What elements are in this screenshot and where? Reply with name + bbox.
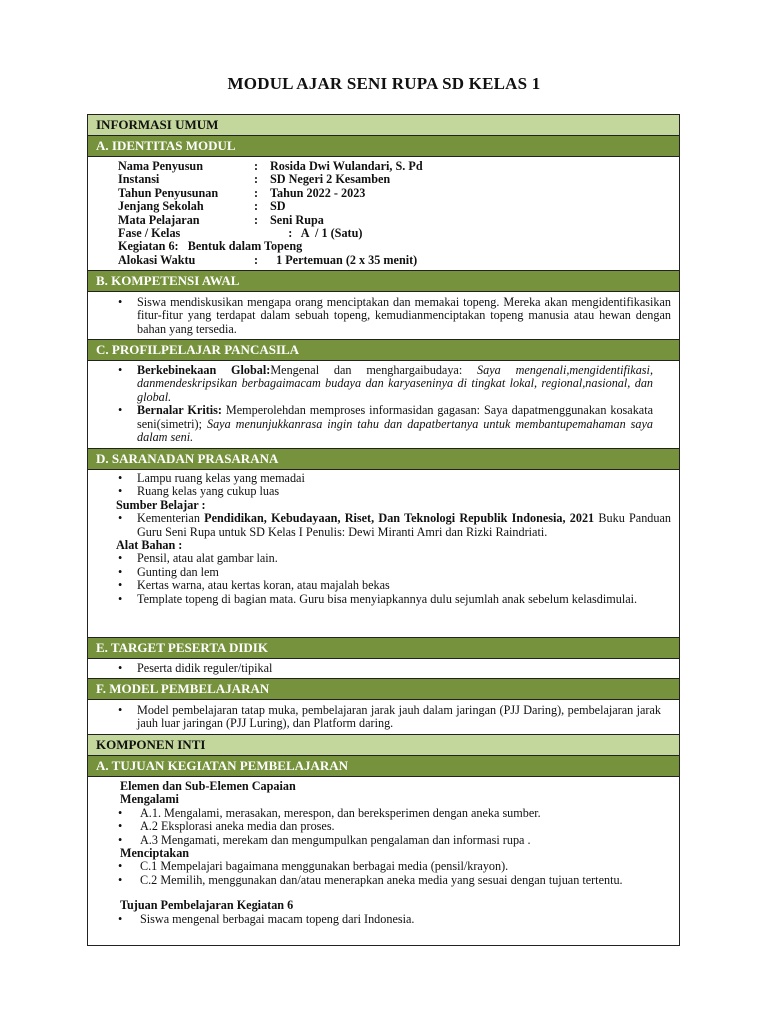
identitas-row: Mata Pelajaran : Seni Rupa bbox=[118, 212, 324, 227]
identitas-body bbox=[88, 157, 679, 271]
mengalami-label: Mengalami bbox=[120, 792, 179, 807]
section-header-identitas: A. IDENTITAS MODUL bbox=[88, 136, 679, 157]
list-item: • A.1. Mengalami, merasakan, merespon, dan bereksperimen dengan aneka sumber. bbox=[118, 807, 661, 820]
target-body bbox=[88, 659, 679, 679]
document-title: MODUL AJAR SENI RUPA SD KELAS 1 bbox=[227, 74, 541, 93]
section-header-komponen-inti: KOMPONEN INTI bbox=[88, 735, 679, 756]
list-item: • Gunting dan lem bbox=[118, 566, 671, 579]
section-header-profil: C. PROFILPELAJAR PANCASILA bbox=[88, 340, 679, 361]
list-item: • Berkebinekaan Global:Mengenal dan menghargaibudaya: Saya mengenali,mengidentifikasi, danmendeskripsikan berbagaimacam budaya dan karyaseninya di tingkat lokal, regional,nasional, dan global. bbox=[118, 364, 653, 404]
identitas-row: Fase / Kelas : A / 1 (Satu) bbox=[118, 226, 363, 241]
tujuan-body bbox=[88, 777, 679, 945]
list-item: • A.3 Mengamati, merekam dan mengumpulkan pengalaman dan informasi rupa . bbox=[118, 834, 661, 847]
list-item: • Siswa mengenal berbagai macam topeng dari Indonesia. bbox=[118, 913, 661, 926]
model-body bbox=[88, 700, 679, 735]
section-header-informasi-umum: INFORMASI UMUM bbox=[88, 115, 679, 136]
list-item: • Kementerian Pendidikan, Kebudayaan, Riset, Dan Teknologi Republik Indonesia, 2021 Buku Panduan Guru Seni Rupa untuk SD Kelas I Penulis: Dewi Miranti Amri dan Rizki Raindriati. bbox=[118, 512, 671, 539]
list-item: • Kertas warna, atau kertas koran, atau majalah bekas bbox=[118, 579, 671, 592]
list-item: • A.2 Eksplorasi aneka media dan proses. bbox=[118, 820, 661, 833]
profil-body bbox=[88, 361, 679, 449]
identitas-row: Nama Penyusun : Rosida Dwi Wulandari, S. Pd bbox=[118, 159, 423, 173]
list-item: • Template topeng di bagian mata. Guru bisa menyiapkannya dulu sejumlah anak sebelum kelasdimulai. bbox=[118, 593, 671, 606]
identitas-row: Jenjang Sekolah : SD bbox=[118, 199, 286, 214]
sarana-body bbox=[88, 470, 679, 638]
section-header-model: F. MODEL PEMBELAJARAN bbox=[88, 679, 679, 700]
list-item: • Bernalar Kritis: Memperolehdan memproses informasidan gagasan: Saya dapatmenggunakan kosakata seni(simetri); Saya menunjukkanrasa ingin tahu dan dapatbertanya untuk membantupemahaman saya dalam seni. bbox=[118, 404, 653, 444]
list-item: • Pensil, atau alat gambar lain. bbox=[118, 552, 671, 565]
section-header-target: E. TARGET PESERTA DIDIK bbox=[88, 638, 679, 659]
list-item: • Ruang kelas yang cukup luas bbox=[118, 485, 671, 498]
section-header-kompetensi: B. KOMPETENSI AWAL bbox=[88, 271, 679, 292]
tujuan-pembelajaran-label: Tujuan Pembelajaran Kegiatan 6 bbox=[120, 898, 294, 913]
identitas-row: Tahun Penyusunan : Tahun 2022 - 2023 bbox=[118, 185, 366, 200]
kompetensi-body bbox=[88, 292, 679, 340]
list-item: • C.2 Memilih, menggunakan dan/atau menerapkan aneka media yang sesuai dengan tujuan tertentu. bbox=[118, 874, 661, 887]
module-table bbox=[87, 114, 680, 946]
list-item: • Model pembelajaran tatap muka, pembelajaran jarak jauh dalam jaringan (PJJ Daring), pembelajaran jarak jauh luar jaringan (PJJ Luring), dan Platform daring. bbox=[118, 704, 661, 731]
list-item: • Siswa mendiskusikan mengapa orang menciptakan dan memakai topeng. Mereka akan mengidentifikasikan fitur-fitur yang terdapat dalam sebuah topeng, kemudianmenciptakan topeng manusia atau hewan dengan bahan yang tersedia. bbox=[118, 296, 671, 336]
section-header-sarana: D. SARANADAN PRASARANA bbox=[88, 449, 679, 470]
elemen-label: Elemen dan Sub-Elemen Capaian bbox=[120, 779, 296, 793]
list-item: • C.1 Mempelajari bagaimana menggunakan berbagai media (pensil/krayon). bbox=[118, 860, 661, 873]
list-item: • Peserta didik reguler/tipikal bbox=[118, 662, 671, 675]
identitas-row: Instansi : SD Negeri 2 Kesamben bbox=[118, 172, 391, 187]
identitas-row: Kegiatan 6: Bentuk dalam Topeng bbox=[118, 239, 303, 254]
sumber-belajar-label: Sumber Belajar : bbox=[116, 497, 206, 512]
list-item: • Lampu ruang kelas yang memadai bbox=[118, 472, 671, 485]
alat-bahan-label: Alat Bahan : bbox=[116, 538, 183, 553]
identitas-row: Alokasi Waktu : 1 Pertemuan (2 x 35 menit) bbox=[118, 252, 418, 267]
section-header-tujuan: A. TUJUAN KEGIATAN PEMBELAJARAN bbox=[88, 756, 679, 777]
menciptakan-label: Menciptakan bbox=[120, 846, 190, 861]
